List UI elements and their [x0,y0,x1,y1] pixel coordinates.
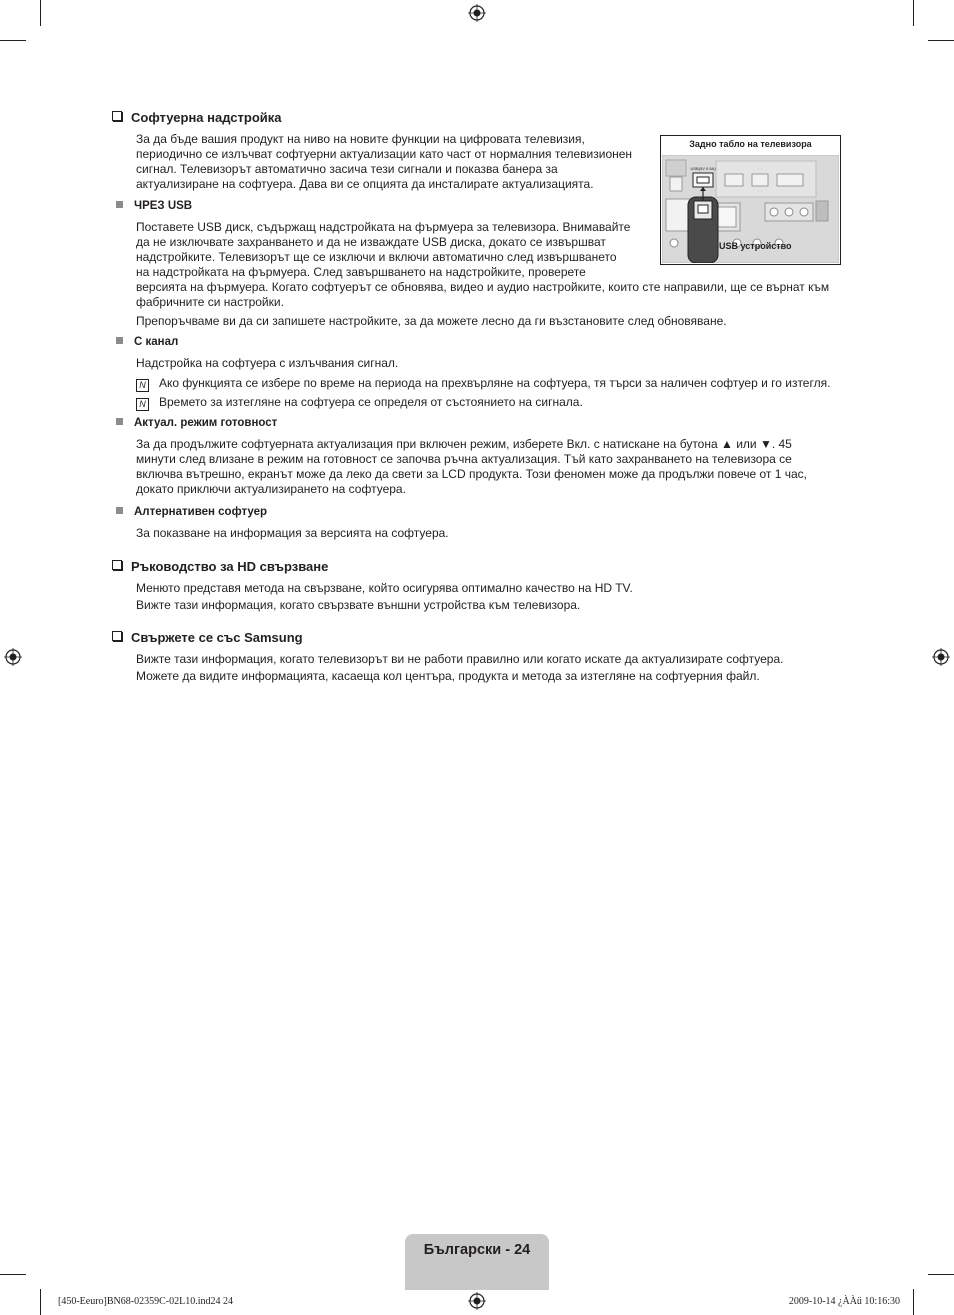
checkbox-bullet-icon [112,631,122,641]
crop-mark [913,1289,914,1315]
square-bullet-icon [116,201,123,208]
checkbox-bullet-icon [112,560,122,570]
recommendation-text: Препоръчваме ви да си запишете настройките, за да можете лесно да ги възстановите след обновяване. [136,314,727,328]
via-usb-paragraph: Поставете USB диск, съдържащ надстройката на фърмуера за телевизора. Внимавайте да не изключвате захранването и да не изваждате USB диска, докато се извършват надстройките. Телевизорът ще се изключи и включи автоматично след извършването на надстройката на фърмуера. След завършването на надстройките, проверете версията на фърмуера. Когато софтуерът се обновява, видео и аудио настройките, които сте направили, ще се върнат към фабричните си настройки. [136,220,830,309]
note-item: N Времето за изтегляне на софтуера се определя от състоянието на сигнала. [136,395,583,411]
by-channel-text: Надстройка на софтуера с излъчвания сигнал. [136,356,399,370]
crop-mark [928,1274,954,1275]
usb-device-label: USB устройство [719,241,792,251]
crop-mark [0,40,26,41]
section-heading-hd-guide: Ръководство за HD свързване [112,559,328,574]
square-bullet-icon [116,507,123,514]
checkbox-bullet-icon [112,111,122,121]
page-label: Български - 24 [423,1242,531,1258]
registration-mark-icon [468,4,486,22]
intro-paragraph: За да бъде вашия продукт на ниво на новите функции на цифровата телевизия, периодично се излъчват софтуерни актуализации като част от нормалния телевизионен сигнал. Телевизорът автоматично засича тези сигнали и показва банера за актуализиране на софтуера. Дава ви се опцията да инсталирате актуализацията. [136,132,633,191]
contact-samsung-paragraph: Вижте тази информация, когато телевизорът ви не работи правилно или когато искате да актуализирате софтуера. Можете да видите информацията, касаеща кол центъра, продукта и метода за изтегляне на софтуерния файл. [136,652,784,683]
crop-mark [40,0,41,26]
print-slug-left: [450-Eeuro]BN68-02359C-02L10.ind24 24 [58,1296,233,1307]
section-heading-contact-samsung: Свържете се със Samsung [112,630,303,645]
square-bullet-icon [116,337,123,344]
alternative-software-text: За показване на информация за версията на софтуера. [136,526,449,540]
subheading-alternative-software: Алтернативен софтуер [116,506,267,518]
section-heading-software-upgrade: Софтуерна надстройка [112,110,282,125]
note-icon: N [136,398,149,411]
note-item: N Ако функцията се избере по време на периода на прехвърляне на софтуера, тя търси за наличен софтуер и го изтегля. [136,376,830,392]
figure-caption: Задно табло на телевизора [689,139,812,149]
print-slug-right: 2009-10-14 ¿ÀÀü 10:16:30 [788,1296,900,1307]
registration-mark-icon [4,648,22,666]
crop-mark [913,0,914,26]
registration-mark-icon [932,648,950,666]
standby-mode-paragraph: За да продължите софтуерната актуализация при включен режим, изберете Вкл. с натискане на бутона ▲ или ▼. 45 минути след влизане в режим на готовност се започва ръчна актуализация. Тъй като захранването на телевизора се включва вътрешно, екранът може да леко да свети за LCD продукта. Този феномен може да продължи повече от 1 час, докато приключи актуализирането на софтуера. [136,437,808,496]
hd-guide-paragraph: Менюто представя метода на свързване, който осигурява оптимално качество на HD TV. Вижте тази информация, когато свързвате външни устройства към телевизора. [136,581,633,612]
subheading-standby-mode: Актуал. режим готовност [116,417,277,429]
registration-mark-icon [468,1292,486,1310]
note-icon: N [136,379,149,392]
page-number-tab [405,1234,549,1290]
usb-port-label: USB(5V 0.5A) [690,166,716,171]
subheading-by-channel: С канал [116,336,178,348]
crop-mark [40,1289,41,1315]
tv-rear-panel-figure [660,135,841,265]
subheading-via-usb: ЧРЕЗ USB [116,200,192,212]
crop-mark [928,40,954,41]
crop-mark [0,1274,26,1275]
square-bullet-icon [116,418,123,425]
